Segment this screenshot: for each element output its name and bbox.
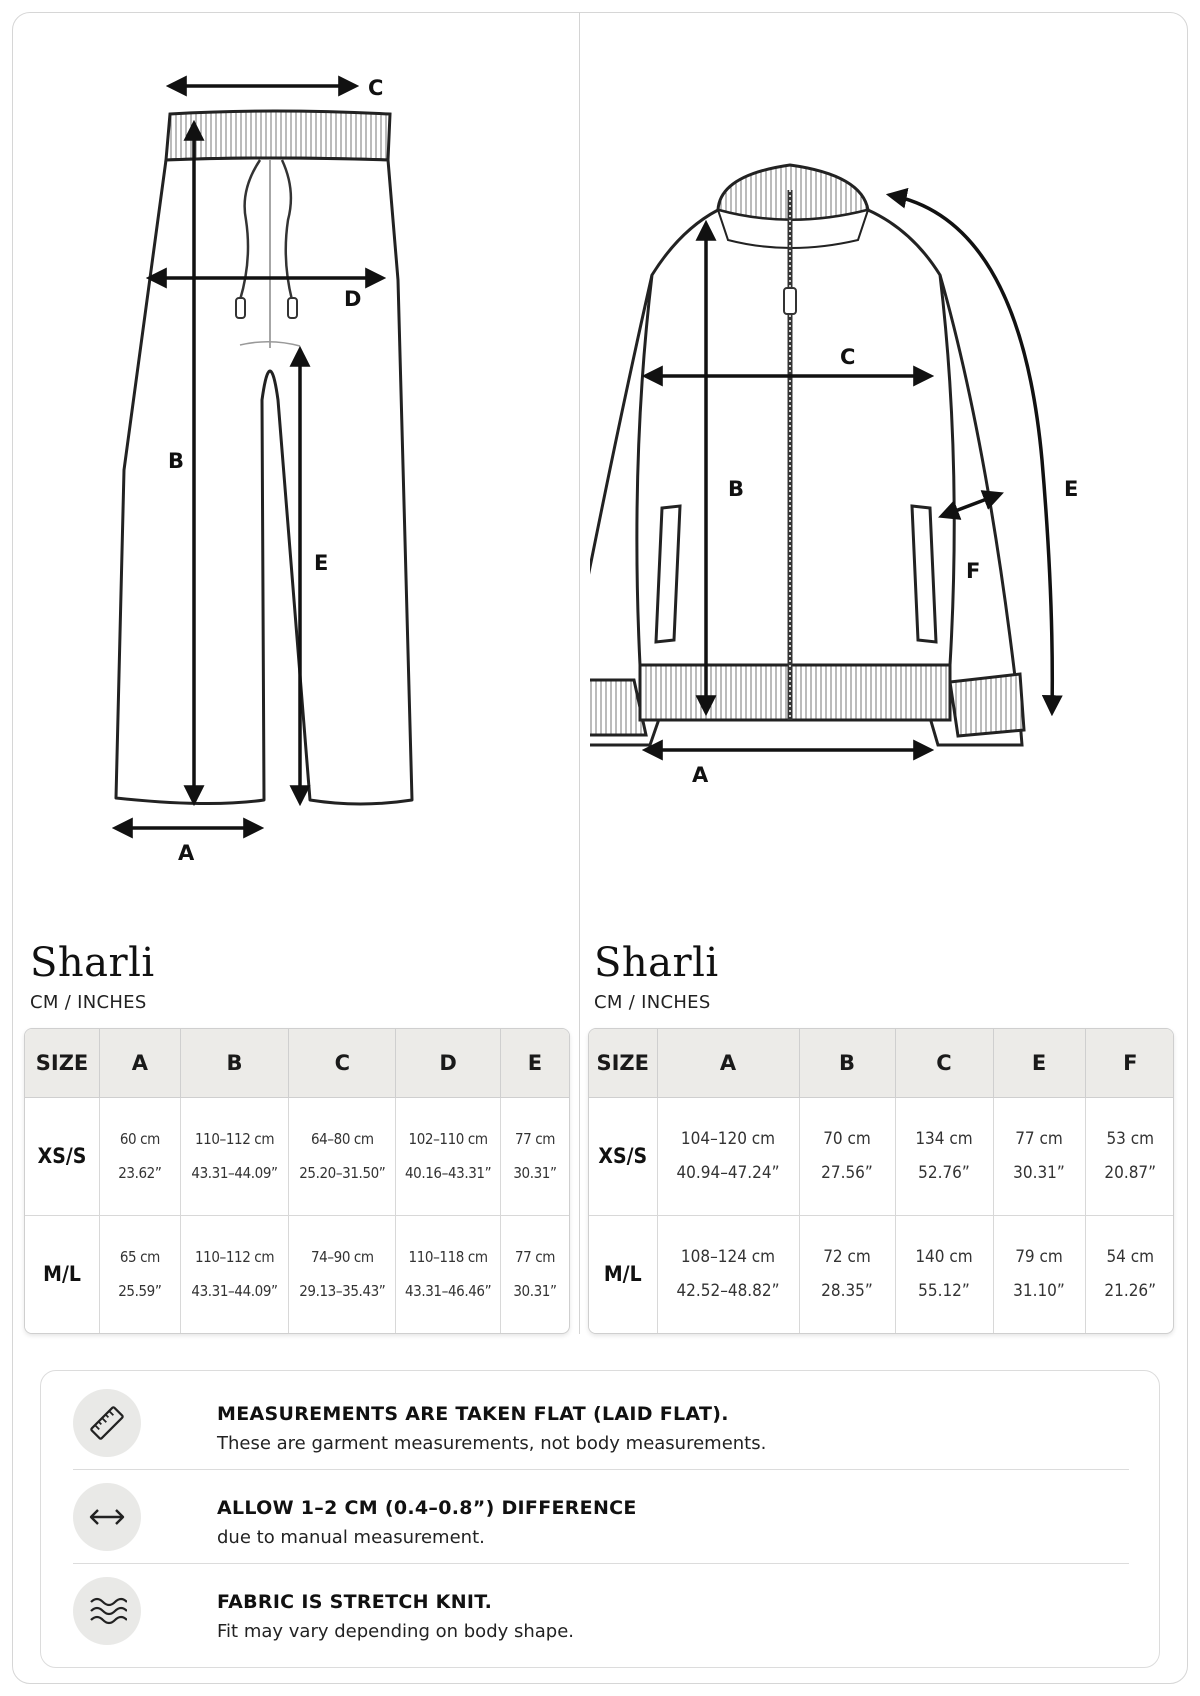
inch-value: 30.31” <box>1013 1163 1065 1184</box>
cm-value: 53 cm <box>1106 1129 1155 1150</box>
cm-value: 64–80 cm <box>310 1130 374 1149</box>
inch-value: 20.87” <box>1104 1163 1157 1184</box>
measure-cell <box>657 1097 799 1215</box>
table-row <box>25 1215 569 1333</box>
double-arrow-icon <box>73 1483 141 1551</box>
cm-value: 70 cm <box>823 1129 871 1150</box>
cm-value: 104–120 cm <box>680 1129 776 1150</box>
pants-label-c: C <box>368 76 384 100</box>
ruler-icon <box>73 1389 141 1457</box>
jacket-label-a: A <box>692 763 709 787</box>
header-e: E <box>500 1029 569 1097</box>
jacket-diagram <box>590 160 1170 860</box>
pants-label-b: B <box>168 449 185 473</box>
note-heading: ALLOW 1–2 CM (0.4–0.8”) DIFFERENCE <box>217 1497 637 1519</box>
note-heading: MEASUREMENTS ARE TAKEN FLAT (LAID FLAT). <box>217 1403 729 1425</box>
measure-cell <box>100 1097 181 1215</box>
inch-value: 27.56” <box>821 1163 873 1184</box>
inch-value: 40.16–43.31” <box>404 1164 492 1183</box>
measure-cell <box>500 1097 569 1215</box>
header-size: SIZE <box>25 1029 100 1097</box>
header-a: A <box>657 1029 799 1097</box>
inch-value: 42.52–48.82” <box>676 1281 780 1302</box>
note-divider <box>73 1563 1129 1564</box>
table-row <box>25 1097 569 1215</box>
jacket-label-c: C <box>840 345 856 369</box>
inch-value: 21.26” <box>1104 1281 1157 1302</box>
cm-value: 134 cm <box>915 1129 973 1150</box>
cm-value: 110–112 cm <box>194 1248 275 1267</box>
inch-value: 31.10” <box>1013 1281 1065 1302</box>
header-b: B <box>180 1029 289 1097</box>
inch-value: 40.94–47.24” <box>676 1163 780 1184</box>
pants-title: Sharli <box>30 940 155 986</box>
table-row <box>589 1215 1174 1333</box>
note-body: due to manual measurement. <box>217 1527 485 1548</box>
table-row <box>589 1097 1174 1215</box>
cm-value: 74–90 cm <box>310 1248 374 1267</box>
note-divider <box>73 1469 1129 1470</box>
jacket-size-table <box>588 1028 1174 1334</box>
measure-cell <box>100 1215 181 1333</box>
cm-value: 72 cm <box>823 1247 871 1268</box>
header-a: A <box>100 1029 181 1097</box>
size-cell: M/L <box>25 1215 100 1333</box>
header-size: SIZE <box>589 1029 657 1097</box>
measure-cell <box>180 1215 289 1333</box>
measure-cell <box>993 1097 1085 1215</box>
jacket-title: Sharli <box>594 940 719 986</box>
size-cell: XS/S <box>589 1097 657 1215</box>
inch-value: 52.76” <box>918 1163 970 1184</box>
note-item <box>73 1567 1129 1661</box>
inch-value: 30.31” <box>513 1282 557 1301</box>
inch-value: 43.31–44.09” <box>191 1164 278 1183</box>
header-c: C <box>895 1029 993 1097</box>
cm-value: 140 cm <box>915 1247 973 1268</box>
inch-value: 29.13–35.43” <box>299 1282 386 1301</box>
cm-value: 79 cm <box>1015 1247 1063 1268</box>
pants-subtitle: CM / INCHES <box>30 992 147 1013</box>
cm-value: 108–124 cm <box>680 1247 776 1268</box>
header-c: C <box>289 1029 396 1097</box>
notes-panel <box>40 1370 1160 1668</box>
jacket-subtitle: CM / INCHES <box>594 992 711 1013</box>
measure-cell <box>799 1215 895 1333</box>
jacket-label-f: F <box>966 559 981 583</box>
cm-value: 65 cm <box>119 1248 160 1267</box>
note-item <box>73 1379 1129 1473</box>
size-cell: XS/S <box>25 1097 100 1215</box>
measure-cell <box>895 1215 993 1333</box>
note-item <box>73 1473 1129 1567</box>
pants-diagram <box>100 70 440 930</box>
measure-cell <box>500 1215 569 1333</box>
measure-cell <box>993 1215 1085 1333</box>
jacket-label-e: E <box>1064 477 1079 501</box>
measure-cell <box>895 1097 993 1215</box>
cm-value: 110–118 cm <box>408 1248 488 1267</box>
measure-cell <box>289 1215 396 1333</box>
note-heading: FABRIC IS STRETCH KNIT. <box>217 1591 493 1613</box>
inch-value: 43.31–46.46” <box>404 1282 492 1301</box>
inch-value: 43.31–44.09” <box>191 1282 278 1301</box>
column-divider <box>579 12 580 1334</box>
measure-cell <box>799 1097 895 1215</box>
header-e: E <box>993 1029 1085 1097</box>
measure-cell <box>396 1215 501 1333</box>
measure-cell <box>396 1097 501 1215</box>
pants-size-table <box>24 1028 570 1334</box>
measure-cell <box>1085 1215 1174 1333</box>
header-f: F <box>1085 1029 1174 1097</box>
cm-value: 77 cm <box>514 1130 555 1149</box>
measure-cell <box>180 1097 289 1215</box>
cm-value: 77 cm <box>1015 1129 1063 1150</box>
header-b: B <box>799 1029 895 1097</box>
inch-value: 30.31” <box>513 1164 557 1183</box>
inch-value: 23.62” <box>118 1164 162 1183</box>
waves-icon <box>73 1577 141 1645</box>
pants-label-a: A <box>178 841 195 865</box>
inch-value: 25.20–31.50” <box>299 1164 386 1183</box>
header-d: D <box>396 1029 501 1097</box>
inch-value: 55.12” <box>918 1281 970 1302</box>
cm-value: 54 cm <box>1106 1247 1155 1268</box>
inch-value: 28.35” <box>821 1281 873 1302</box>
inch-value: 25.59” <box>118 1282 162 1301</box>
measure-cell <box>657 1215 799 1333</box>
size-cell: M/L <box>589 1215 657 1333</box>
note-body: These are garment measurements, not body measurements. <box>217 1433 767 1454</box>
jacket-label-b: B <box>728 477 745 501</box>
pants-label-e: E <box>314 551 329 575</box>
cm-value: 102–110 cm <box>408 1130 488 1149</box>
pants-label-d: D <box>344 287 362 311</box>
cm-value: 60 cm <box>119 1130 160 1149</box>
measure-cell <box>1085 1097 1174 1215</box>
cm-value: 110–112 cm <box>194 1130 275 1149</box>
note-body: Fit may vary depending on body shape. <box>217 1621 575 1642</box>
measure-cell <box>289 1097 396 1215</box>
cm-value: 77 cm <box>514 1248 555 1267</box>
